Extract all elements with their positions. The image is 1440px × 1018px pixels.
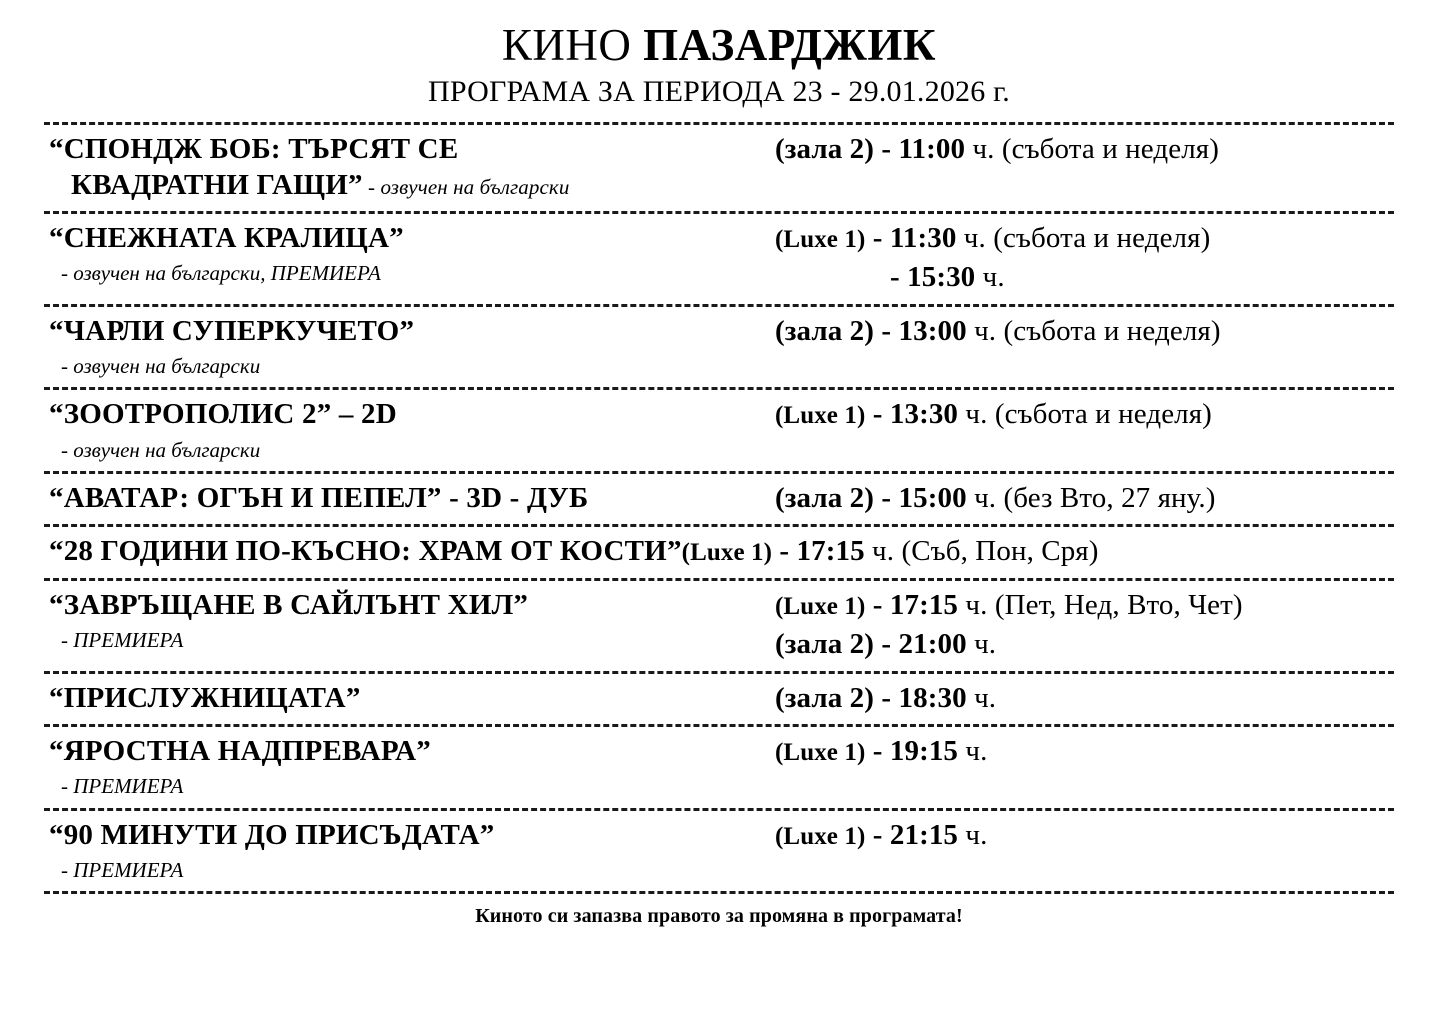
film-title: “ЯРОСТНА НАДПРЕВАРА” <box>49 734 431 767</box>
showtime-unit: ч. <box>963 222 986 255</box>
showtime-days: (събота и неделя) <box>994 398 1212 431</box>
film-title-cell <box>44 534 682 569</box>
showtime-dash: - <box>872 398 883 431</box>
program-header <box>44 0 1394 108</box>
showtime-dash: - <box>881 314 892 347</box>
showtime-cell <box>682 534 1394 569</box>
showtime-time: 17:15 <box>796 535 865 568</box>
showtime-dash: - <box>881 482 892 515</box>
showtime-time: 21:00 <box>898 628 967 661</box>
film-note: - озвучен на български, ПРЕМИЕРА <box>61 261 381 286</box>
showtime-time: 15:30 <box>907 261 976 294</box>
film-title-cell <box>44 681 775 716</box>
showtime-unit: ч. <box>965 734 988 767</box>
film-title: “ЧАРЛИ СУПЕРКУЧЕТО” <box>49 314 415 347</box>
showtime-days: (Пет, Нед, Вто, Чет) <box>994 588 1243 621</box>
showtime-entry <box>775 481 1394 516</box>
hall-label: (зала 2) <box>775 681 875 714</box>
film-title: “АВАТАР: ОГЪН И ПЕПЕЛ” - 3D - ДУБ <box>49 482 589 515</box>
showtime-time: 11:30 <box>889 222 957 255</box>
showtime-cell <box>775 481 1394 516</box>
showtime-unit: ч. <box>974 314 997 347</box>
film-title-cell <box>44 314 775 380</box>
showtime-entry <box>682 534 1394 569</box>
hall-label: (зала 2) <box>775 133 875 166</box>
film-row <box>44 474 1394 524</box>
film-row <box>44 125 1394 211</box>
showtime-entry <box>775 397 1394 432</box>
film-note: - ПРЕМИЕРА <box>61 774 184 799</box>
showtime-unit: ч. <box>982 261 1005 294</box>
film-row <box>44 527 1394 577</box>
showtime-cell <box>775 588 1394 663</box>
showtime-days: (без Вто, 27 яну.) <box>1003 482 1216 515</box>
film-title: “28 ГОДИНИ ПО-КЪСНО: ХРАМ ОТ КОСТИ” <box>49 535 682 568</box>
showtime-time: 13:30 <box>889 398 959 431</box>
showtime-entry <box>775 588 1394 623</box>
showtime-unit: ч. <box>972 133 995 166</box>
showtime-dash: - <box>872 222 883 255</box>
showtime-cell <box>775 818 1394 853</box>
hall-label: (Luxe 1) <box>775 402 866 430</box>
film-title: “ЗАВРЪЩАНЕ В САЙЛЪНТ ХИЛ” <box>49 588 529 621</box>
film-row <box>44 307 1394 388</box>
film-title: “СНЕЖНАТА КРАЛИЦА” <box>49 222 404 255</box>
film-title-cell <box>44 481 775 516</box>
showtime-entry <box>775 818 1394 853</box>
showtime-days: (събота и неделя) <box>993 222 1211 255</box>
film-title-cell <box>44 734 775 800</box>
showtime-cell <box>775 397 1394 432</box>
showtime-dash: - <box>881 628 892 661</box>
showtime-dash: - <box>890 261 900 294</box>
film-title: “СПОНДЖ БОБ: ТЪРСЯТ СЕ <box>49 133 459 166</box>
film-row <box>44 581 1394 671</box>
showtime-unit: ч. <box>974 628 997 661</box>
showtime-unit: ч. <box>965 588 988 621</box>
showtime-entry <box>775 681 1394 716</box>
separator-line <box>44 891 1394 894</box>
showtime-time: 18:30 <box>898 681 967 714</box>
film-title-cell <box>44 132 775 203</box>
film-list <box>44 125 1394 894</box>
showtime-time: 17:15 <box>889 588 959 621</box>
showtime-unit: ч. <box>965 818 988 851</box>
showtime-time: 21:15 <box>889 818 959 851</box>
hall-label: (зала 2) <box>775 482 875 515</box>
film-title: “ПРИСЛУЖНИЦАТА” <box>49 681 361 714</box>
film-title-cell <box>44 221 775 287</box>
cinema-name: ПАЗАРДЖИК <box>643 20 937 70</box>
showtime-dash: - <box>881 681 892 714</box>
hall-label: (Luxe 1) <box>681 539 773 567</box>
showtime-time: 15:00 <box>898 482 967 515</box>
film-title: КВАДРАТНИ ГАЩИ” - озвучен на български <box>71 168 570 201</box>
film-note: - ПРЕМИЕРА <box>61 857 184 882</box>
showtime-time: 11:00 <box>898 133 966 166</box>
film-note: - озвучен на български <box>362 174 570 199</box>
hall-label: (Luxe 1) <box>775 226 866 254</box>
showtime-dash: - <box>881 133 892 166</box>
showtime-cell <box>775 132 1394 167</box>
showtime-cell <box>775 314 1394 349</box>
showtime-unit: ч. <box>974 681 997 714</box>
film-note: - ПРЕМИЕРА <box>61 628 184 653</box>
showtime-entry <box>775 132 1394 167</box>
showtime-dash: - <box>779 535 790 568</box>
showtime-unit: ч. <box>974 482 997 515</box>
film-row <box>44 390 1394 471</box>
hall-label: (Luxe 1) <box>775 592 866 620</box>
showtime-cell <box>775 734 1394 769</box>
film-row <box>44 727 1394 808</box>
showtime-entry <box>775 221 1394 256</box>
showtime-unit: ч. <box>965 398 988 431</box>
cinema-word: КИНО <box>501 20 632 70</box>
showtime-dash: - <box>872 818 883 851</box>
showtime-time: 19:15 <box>889 734 959 767</box>
film-title-cell <box>44 818 775 884</box>
film-title: “90 МИНУТИ ДО ПРИСЪДАТА” <box>49 818 495 851</box>
showtime-days: (Съб, Пон, Сря) <box>901 535 1099 568</box>
showtime-entry <box>775 734 1394 769</box>
film-row <box>44 674 1394 724</box>
showtime-days: (събота и неделя) <box>1001 133 1219 166</box>
showtime-dash: - <box>872 588 883 621</box>
showtime-entry <box>775 627 1394 662</box>
hall-label: (зала 2) <box>775 628 875 661</box>
showtime-unit: ч. <box>872 535 895 568</box>
film-title-cell <box>44 588 775 654</box>
hall-label: (зала 2) <box>775 314 875 347</box>
program-period: ПРОГРАМА ЗА ПЕРИОДА 23 - 29.01.2026 г. <box>428 74 1010 108</box>
showtime-time: 13:00 <box>898 314 967 347</box>
disclaimer-text: Киното си запазва правото за промяна в програмата! <box>475 905 963 928</box>
hall-label: (Luxe 1) <box>775 738 866 766</box>
showtime-entry <box>775 314 1394 349</box>
film-note: - озвучен на български <box>61 354 261 379</box>
hall-label: (Luxe 1) <box>775 822 866 850</box>
showtime-days: (събота и неделя) <box>1003 314 1221 347</box>
page-title <box>44 22 1394 70</box>
film-row <box>44 811 1394 892</box>
film-title-cell <box>44 397 775 463</box>
showtime-entry <box>775 260 1394 295</box>
showtime-cell <box>775 681 1394 716</box>
film-row <box>44 214 1394 304</box>
showtime-cell <box>775 221 1394 296</box>
film-note: - озвучен на български <box>61 437 261 462</box>
showtime-dash: - <box>872 734 883 767</box>
film-title: “ЗООТРОПОЛИС 2” – 2D <box>49 398 397 431</box>
